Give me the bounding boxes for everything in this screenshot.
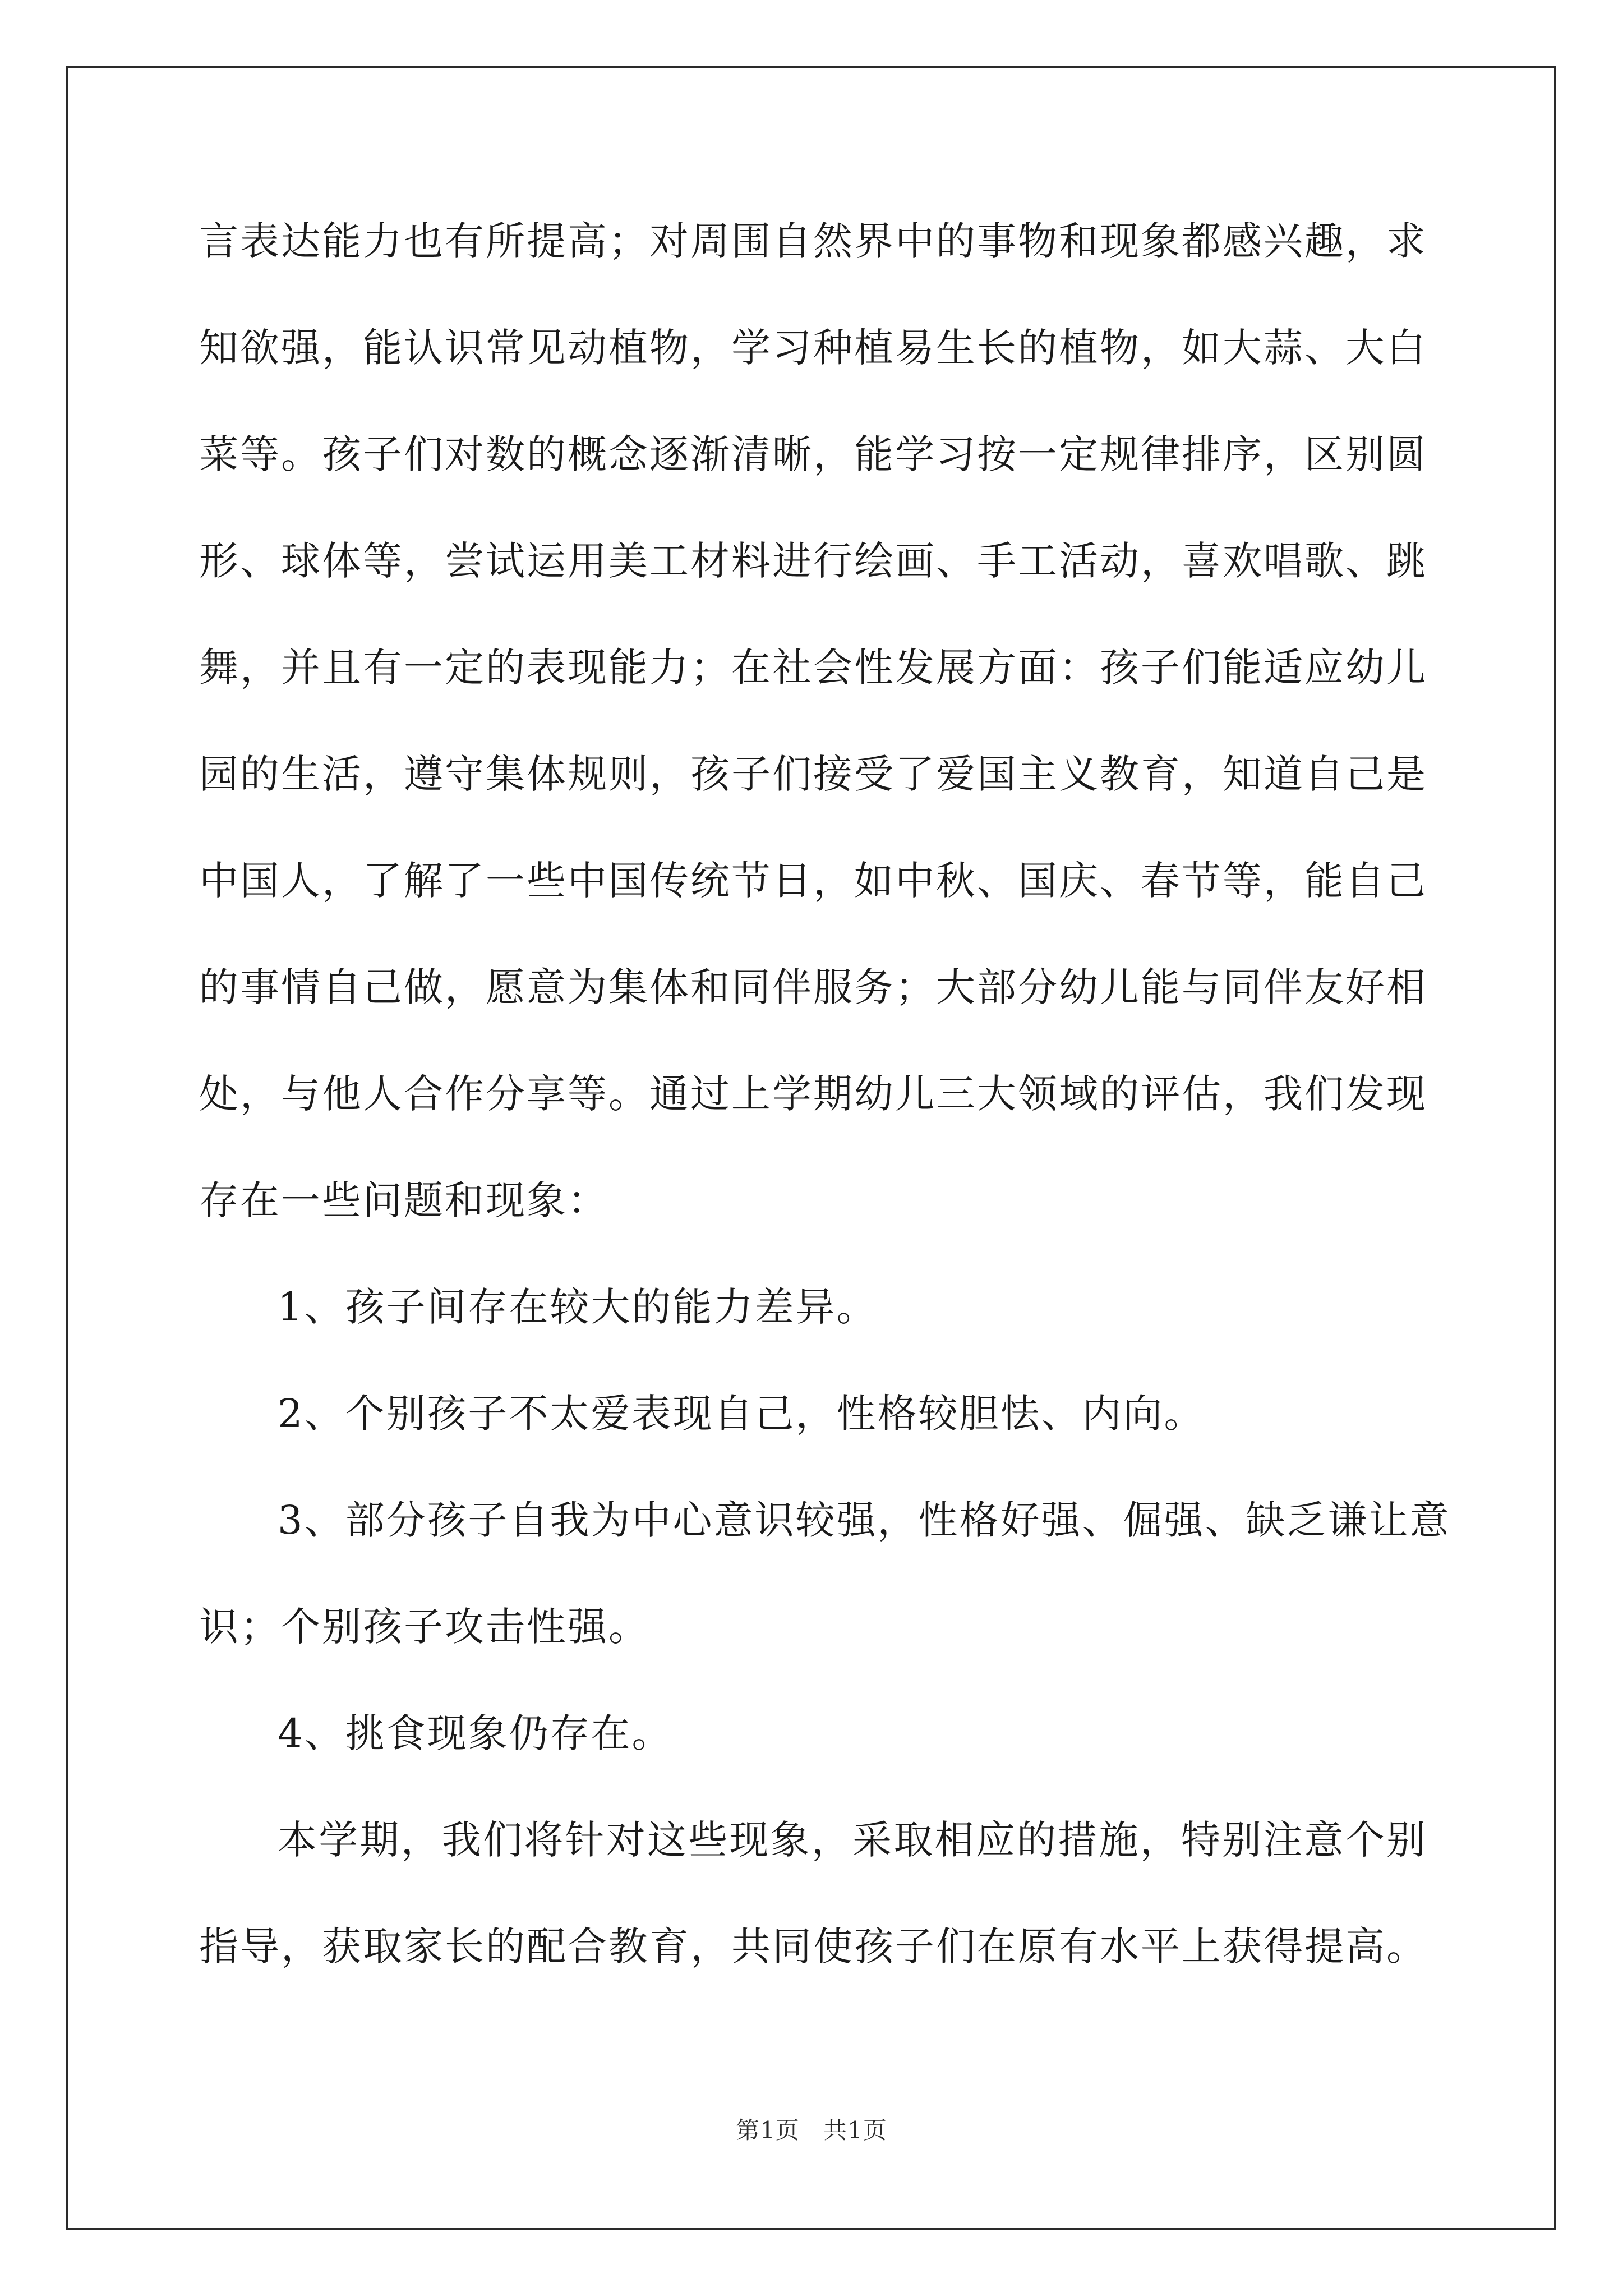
intro-paragraph xyxy=(199,188,1427,1254)
paragraph-line: 指导，获取家长的配合教育，共同使孩子们在原有水平上获得提高。 xyxy=(199,1924,1427,1970)
list-item-continuation: 识；个别孩子攻击性强。 xyxy=(199,1604,649,1650)
list-item: 2、个别孩子不太爱表现自己，性格较胆怯、内向。 xyxy=(278,1391,1205,1437)
paragraph-line: 形、球体等，尝试运用美工材料进行绘画、手工活动，喜欢唱歌、跳 xyxy=(199,538,1427,584)
paragraph-line: 存在一些问题和现象： xyxy=(199,1177,608,1223)
paragraph-line: 中国人，了解了一些中国传统节日，如中秋、国庆、春节等，能自己 xyxy=(199,858,1427,904)
list-item: 3、部分孩子自我为中心意识较强，性格好强、倔强、缺乏谦让意 xyxy=(278,1497,1451,1543)
closing-paragraph xyxy=(199,1787,1427,2000)
paragraph-line: 知欲强，能认识常见动植物，学习种植易生长的植物，如大蒜、大白 xyxy=(199,325,1427,371)
document-body xyxy=(199,188,1451,2000)
paragraph-line: 舞，并且有一定的表现能力；在社会性发展方面：孩子们能适应幼儿 xyxy=(199,645,1427,691)
page-footer xyxy=(0,2114,1623,2147)
numbered-item-4 xyxy=(199,1680,1427,1787)
numbered-item-1 xyxy=(199,1254,1427,1360)
list-item: 4、挑食现象仍存在。 xyxy=(278,1710,673,1756)
paragraph-line: 处，与他人合作分享等。通过上学期幼儿三大领域的评估，我们发现 xyxy=(199,1071,1427,1117)
page-number: 第1页 xyxy=(736,2116,800,2144)
paragraph-line: 言表达能力也有所提高；对周围自然界中的事物和现象都感兴趣，求 xyxy=(199,218,1427,264)
numbered-item-3 xyxy=(199,1467,1451,1680)
paragraph-line: 菜等。孩子们对数的概念逐渐清晰，能学习按一定规律排序，区别圆 xyxy=(199,431,1427,477)
page-total: 共1页 xyxy=(823,2116,887,2144)
paragraph-line: 的事情自己做，愿意为集体和同伴服务；大部分幼儿能与同伴友好相 xyxy=(199,964,1427,1010)
numbered-item-2 xyxy=(199,1360,1427,1467)
paragraph-line: 园的生活，遵守集体规则，孩子们接受了爱国主义教育，知道自己是 xyxy=(199,751,1427,797)
list-item: 1、孩子间存在较大的能力差异。 xyxy=(278,1284,878,1330)
paragraph-line: 本学期，我们将针对这些现象，采取相应的措施，特别注意个别 xyxy=(278,1817,1427,1863)
